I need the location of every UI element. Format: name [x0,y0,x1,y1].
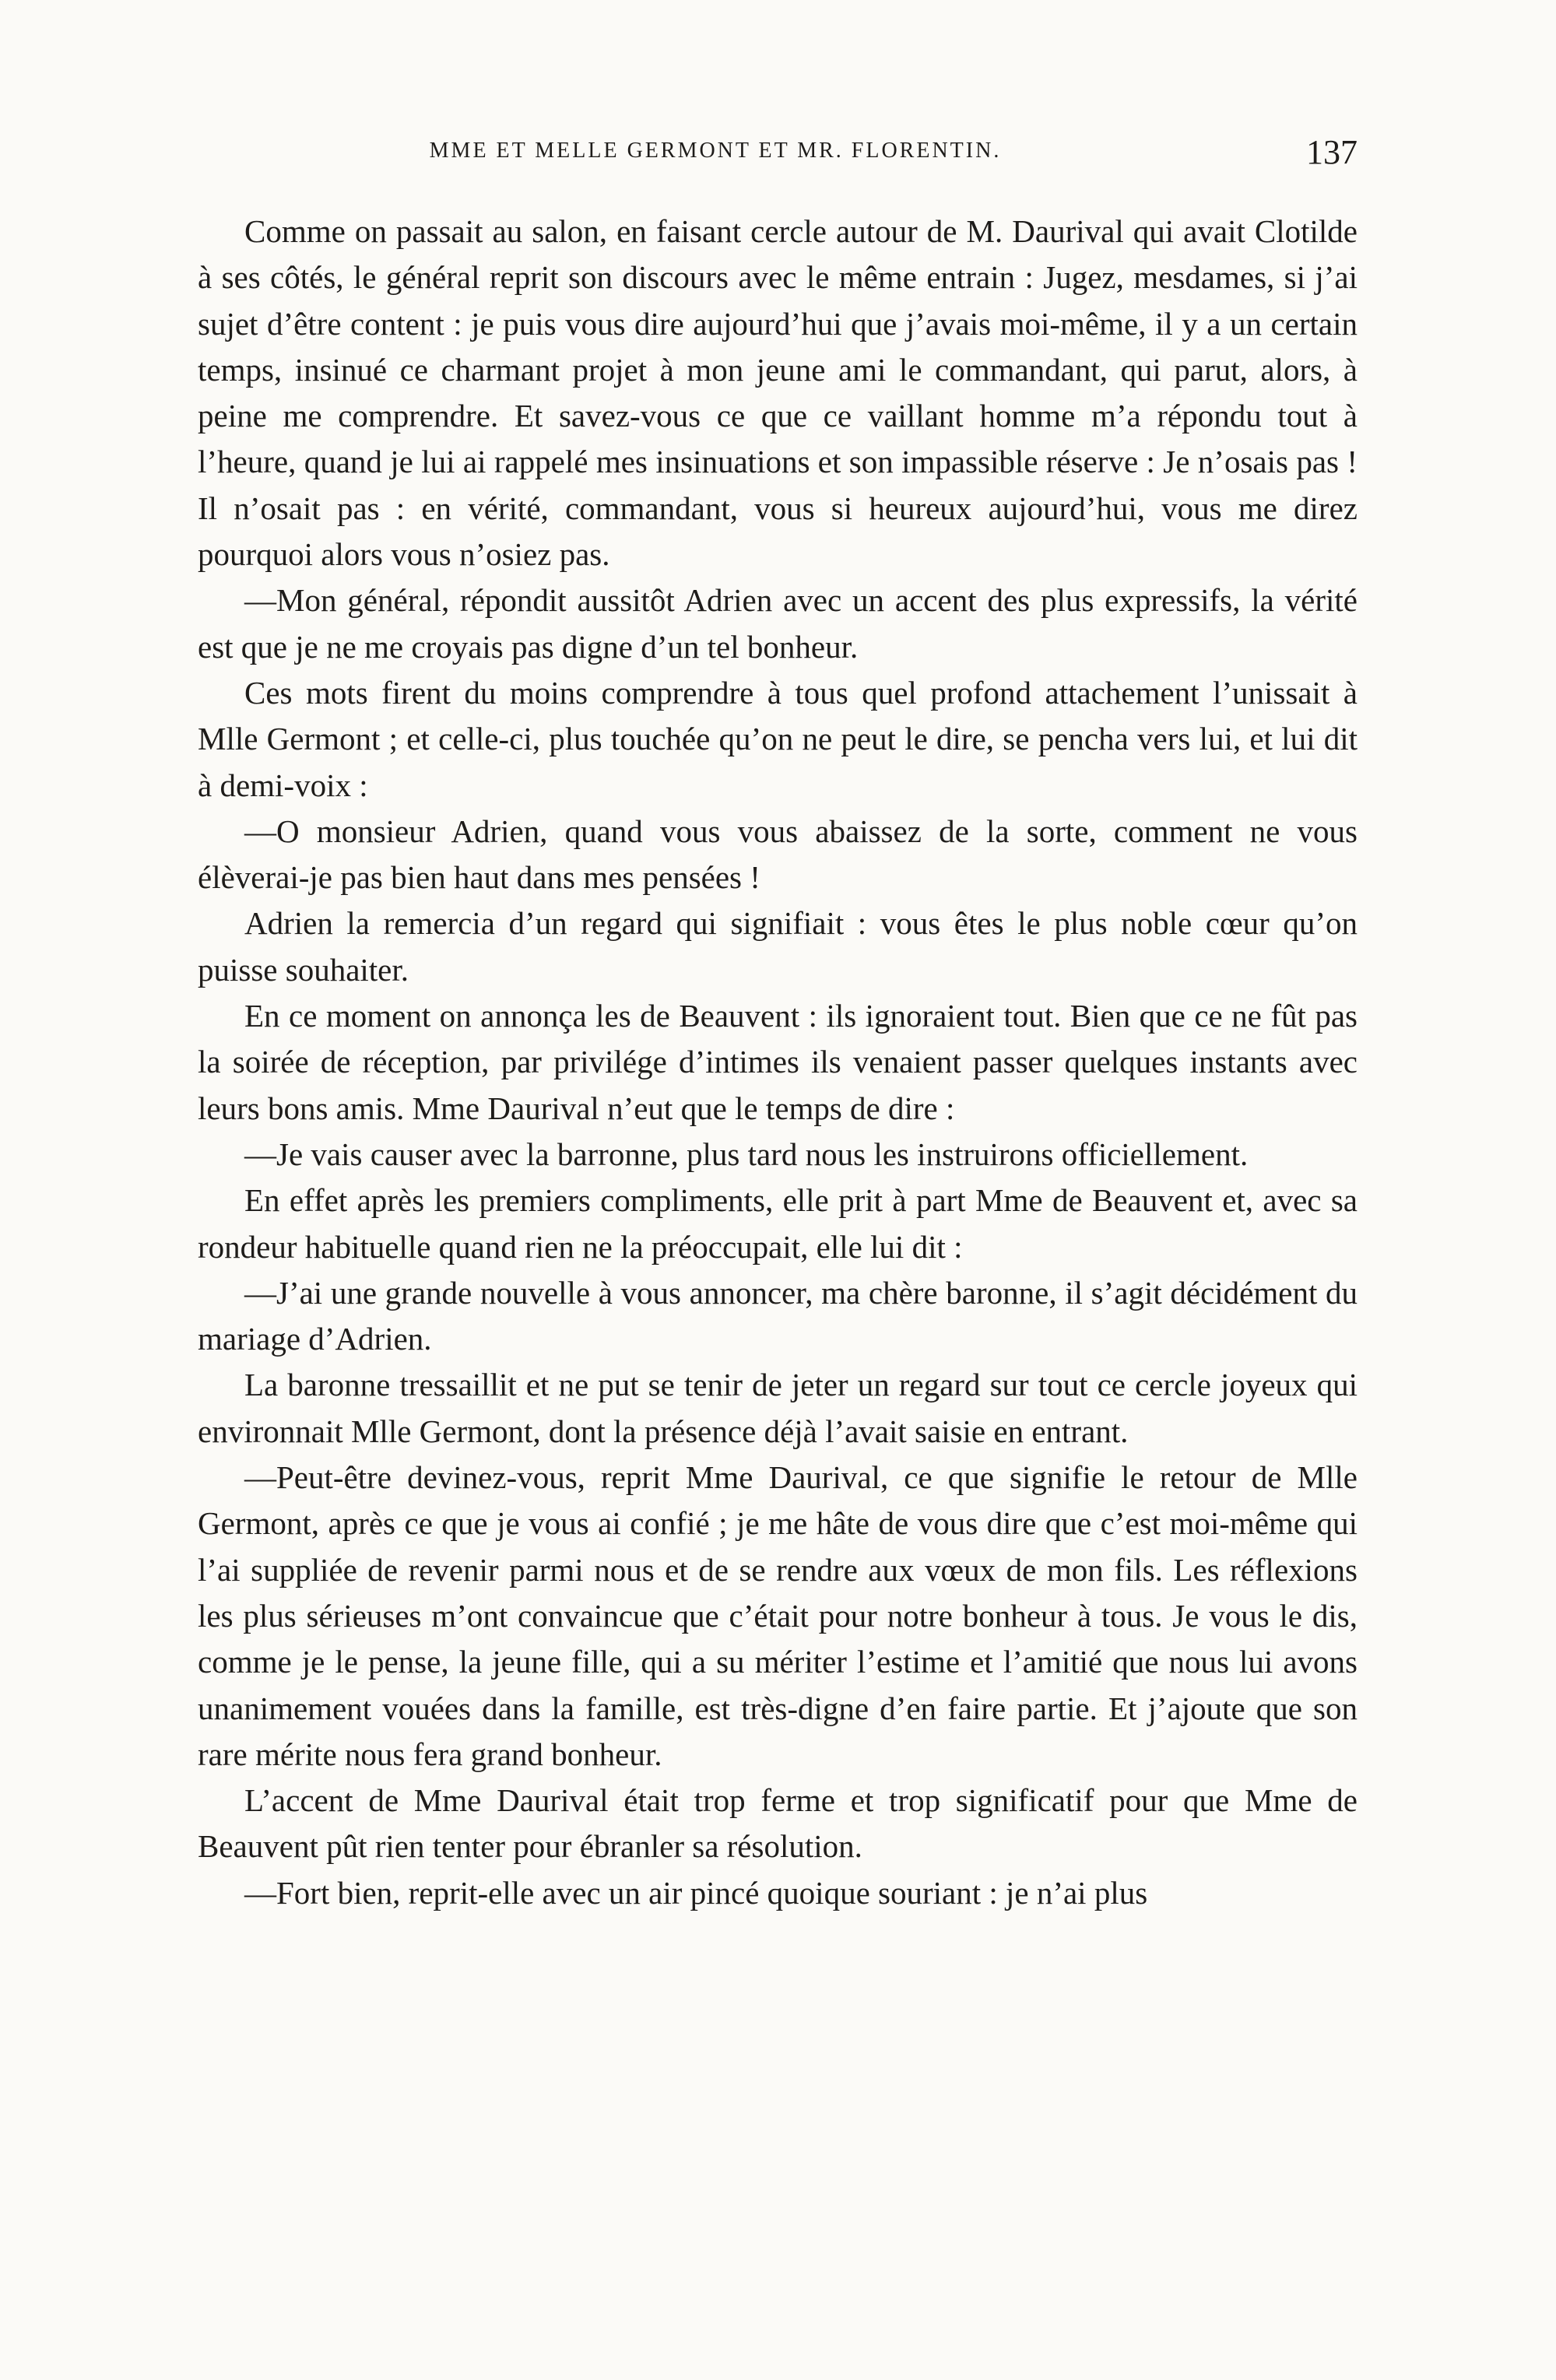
paragraph: L’accent de Mme Daurival était trop ferme et trop significatif pour que Mme de Beauvent pût rien tenter pour ébranler sa résolution. [198,1782,1358,1865]
paragraph: Adrien la remercia d’un regard qui signifiait : vous êtes le plus noble cœur qu’on puisse souhaiter. [198,905,1358,988]
paragraph: —Peut-être devinez-vous, reprit Mme Daurival, ce que signifie le retour de Mlle Germont, après ce que je vous ai confié ; je me hâte de vous dire que c’est moi-même qui l’ai suppliée de revenir parmi nous et de se rendre aux vœux de mon fils. Les réflexions les plus sérieuses m’ont convaincue que c’était pour notre bonheur à tous. Je vous le dis, comme je le pense, la jeune fille, qui a su mériter l’estime et l’amitié que nous lui avons unanimement vouées dans la famille, est très-digne d’en faire partie. Et j’ajoute que son rare mérite nous fera grand bonheur. [198,1459,1358,1772]
page-header [198,132,1358,176]
book-page [198,132,1358,1916]
paragraph: —O monsieur Adrien, quand vous vous abaissez de la sorte, comment ne vous élèverai-je pas bien haut dans mes pensées ! [198,813,1358,896]
paragraph: Comme on passait au salon, en faisant cercle autour de M. Daurival qui avait Clotilde à ses côtés, le général reprit son discours avec le même entrain : Jugez, mesdames, si j’ai sujet d’être content : je puis vous dire aujourd’hui que j’avais moi-même, il y a un certain temps, insinué ce charmant projet à mon jeune ami le commandant, qui parut, alors, à peine me comprendre. Et savez-vous ce que ce vaillant homme m’a répondu tout à l’heure, quand je lui ai rappelé mes insinuations et son impassible réserve : Je n’osais pas ! Il n’osait pas : en vérité, commandant, vous si heureux aujourd’hui, vous me direz pourquoi alors vous n’osiez pas. [198,213,1358,573]
paragraph: —Fort bien, reprit-elle avec un air pincé quoique souriant : je n’ai plus [244,1874,1148,1911]
paragraph: —J’ai une grande nouvelle à vous annoncer, ma chère baronne, il s’agit décidément du mariage d’Adrien. [198,1274,1358,1357]
paragraph: Ces mots firent du moins comprendre à tous quel profond attachement l’unissait à Mlle Germont ; et celle-ci, plus touchée qu’on ne peut le dire, se pencha vers lui, et lui dit à demi-voix : [198,674,1358,803]
paragraph: La baronne tressaillit et ne put se tenir de jeter un regard sur tout ce cercle joyeux qui environnait Mlle Germont, dont la présence déjà l’avait saisie en entrant. [198,1367,1358,1449]
running-title: MME ET MELLE GERMONT ET MR. FLORENTIN. [429,139,1002,163]
paragraph: En effet après les premiers compliments, elle prit à part Mme de Beauvent et, avec sa rondeur habituelle quand rien ne la préoccupait, elle lui dit : [198,1182,1358,1265]
paragraph: —Mon général, répondit aussitôt Adrien avec un accent des plus expressifs, la vérité est que je ne me croyais pas digne d’un tel bonheur. [198,582,1358,665]
paragraph: —Je vais causer avec la barronne, plus tard nous les instruirons officiellement. [244,1136,1249,1172]
paragraph: En ce moment on annonça les de Beauvent : ils ignoraient tout. Bien que ce ne fût pas la soirée de réception, par privilége d’intimes ils venaient passer quelques instants avec leurs bons amis. Mme Daurival n’eut que le temps de dire : [198,998,1358,1126]
page-number: 137 [1306,133,1358,171]
page-body [198,209,1358,1916]
